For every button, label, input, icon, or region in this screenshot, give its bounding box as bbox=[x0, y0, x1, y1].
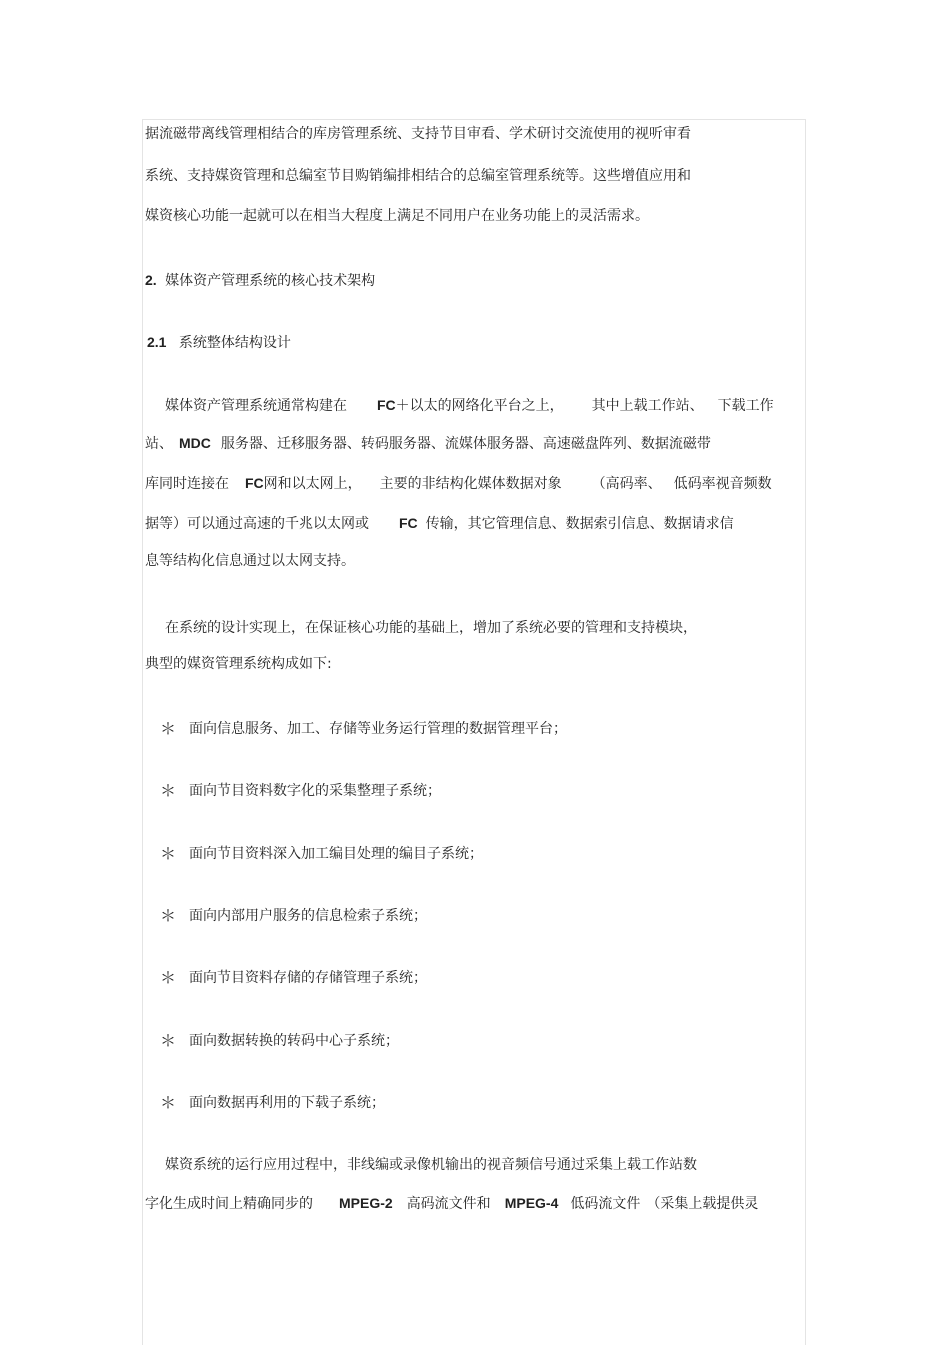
term-fc: FC bbox=[399, 515, 418, 531]
bullet-star-icon: ＊ bbox=[160, 844, 177, 863]
text-run: 传输，其它管理信息、数据索引信息、数据请求信 bbox=[425, 516, 734, 532]
bullet-star-icon: ＊ bbox=[160, 1093, 177, 1112]
section-title: 系统整体结构设计 bbox=[178, 335, 291, 351]
section-heading-2 bbox=[145, 270, 375, 291]
text-run: （采集上载提供灵 bbox=[646, 1196, 759, 1212]
text-run: 下载工作 bbox=[717, 398, 774, 414]
section-number: 2. bbox=[145, 272, 157, 288]
text-run: 其中上载工作站、 bbox=[591, 398, 704, 414]
text-run: 据等）可以通过高速的千兆以太网或 bbox=[145, 516, 369, 532]
term-fc: FC bbox=[245, 475, 264, 491]
para2-line-2: 典型的媒资管理系统构成如下: bbox=[145, 656, 332, 672]
para1-line-4 bbox=[145, 513, 734, 534]
para2-line-1: 在系统的设计实现上，在保证核心功能的基础上，增加了系统必要的管理和支持模块， bbox=[165, 620, 697, 636]
term-fc: FC bbox=[377, 397, 396, 413]
para3-line-2 bbox=[145, 1193, 758, 1214]
para1-line-5: 息等结构化信息通过以太网支持。 bbox=[145, 553, 355, 569]
term-mdc: MDC bbox=[179, 435, 211, 451]
list-item: 面向信息服务、加工、存储等业务运行管理的数据管理平台； bbox=[189, 721, 567, 737]
para3-line-1: 媒资系统的运行应用过程中，非线编或录像机输出的视音频信号通过采集上载工作站数 bbox=[165, 1157, 697, 1173]
intro-line-2: 系统、支持媒资管理和总编室节目购销编排相结合的总编室管理系统等。这些增值应用和 bbox=[145, 168, 691, 184]
list-item: 面向节目资料数字化的采集整理子系统； bbox=[189, 783, 441, 799]
text-run: 低码流文件 bbox=[570, 1196, 641, 1212]
para1-line-3 bbox=[145, 473, 772, 494]
intro-line-1: 据流磁带离线管理相结合的库房管理系统、支持节目审看、学术研讨交流使用的视听审看 bbox=[145, 126, 691, 142]
text-run: ＋以太的网络化平台之上， bbox=[395, 398, 564, 414]
text-run: 服务器、迁移服务器、转码服务器、流媒体服务器、高速磁盘阵列、数据流磁带 bbox=[220, 436, 711, 452]
section-number: 2.1 bbox=[147, 334, 167, 350]
list-item: 面向节目资料深入加工编目处理的编目子系统； bbox=[189, 846, 483, 862]
text-run: 低码率视音频数 bbox=[673, 476, 772, 492]
text-run: 站、 bbox=[145, 436, 173, 452]
bullet-star-icon: ＊ bbox=[160, 968, 177, 987]
bullet-star-icon: ＊ bbox=[160, 719, 177, 738]
term-mpeg2: MPEG-2 bbox=[339, 1195, 393, 1211]
bullet-star-icon: ＊ bbox=[160, 906, 177, 925]
section-heading-2-1 bbox=[147, 332, 291, 353]
para1-line-2 bbox=[145, 433, 711, 454]
text-run: 主要的非结构化媒体数据对象 bbox=[379, 476, 562, 492]
bullet-star-icon: ＊ bbox=[160, 1031, 177, 1050]
bullet-star-icon: ＊ bbox=[160, 781, 177, 800]
text-run: 字化生成时间上精确同步的 bbox=[145, 1196, 313, 1212]
text-run: 媒体资产管理系统通常构建在 bbox=[165, 398, 347, 414]
term-mpeg4: MPEG-4 bbox=[504, 1195, 559, 1211]
para1-line-1 bbox=[165, 395, 774, 416]
list-item: 面向数据转换的转码中心子系统； bbox=[189, 1033, 399, 1049]
text-run: （高码率、 bbox=[591, 476, 662, 492]
list-item: 面向节目资料存储的存储管理子系统； bbox=[189, 970, 427, 986]
text-run: 网和以太网上， bbox=[263, 476, 362, 492]
text-run: 高码流文件和 bbox=[406, 1196, 491, 1212]
section-title: 媒体资产管理系统的核心技术架构 bbox=[165, 273, 376, 289]
intro-line-3: 媒资核心功能一起就可以在相当大程度上满足不同用户在业务功能上的灵活需求。 bbox=[145, 208, 649, 224]
text-run: 库同时连接在 bbox=[145, 476, 229, 492]
list-item: 面向内部用户服务的信息检索子系统； bbox=[189, 908, 427, 924]
list-item: 面向数据再利用的下载子系统； bbox=[189, 1095, 385, 1111]
